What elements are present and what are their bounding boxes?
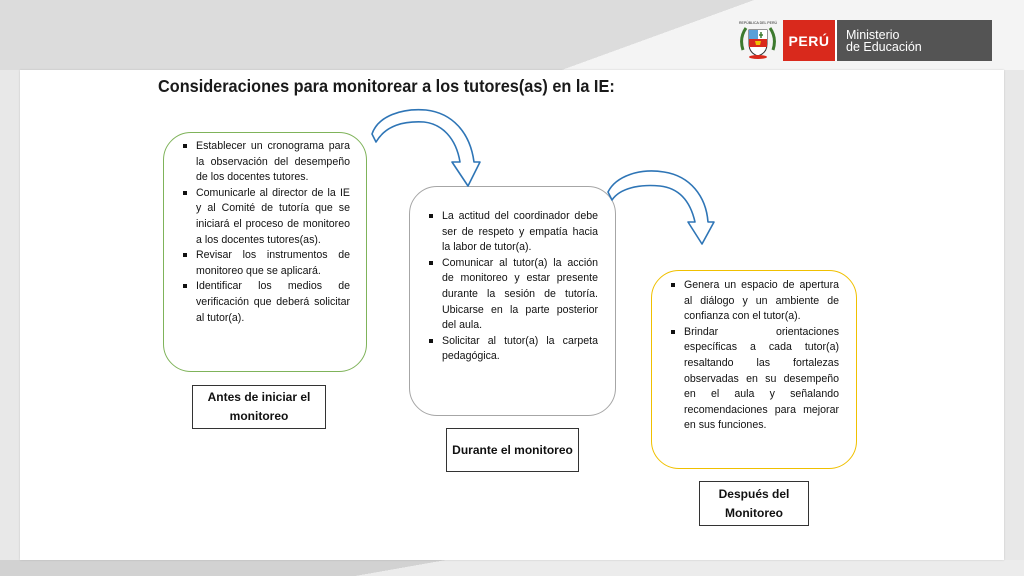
stage-after-item: Brindar orientaciones específicas a cada tutor(a) resaltando las fortalezas observadas en su desempeño en el aula y señalando recomendaciones para mejorar en sus funciones. — [670, 325, 839, 434]
coat-of-arms-icon — [737, 20, 779, 61]
stage-during-item: Solicitar al tutor(a) la carpeta pedagógica. — [428, 334, 598, 365]
stage-before-item: Revisar los instrumentos de monitoreo que se aplicará. — [182, 248, 350, 279]
stage-before-label: Antes de iniciar el monitoreo — [192, 385, 326, 429]
stage-during-box — [409, 186, 616, 416]
stage-during-item: La actitud del coordinador debe ser de respeto y empatía hacia la labor de tutor(a). — [428, 209, 598, 256]
crest-label: REPÚBLICA DEL PERÚ — [739, 21, 777, 25]
ministry-logo — [737, 20, 992, 61]
stage-before-box — [163, 132, 367, 372]
stage-during-label: Durante el monitoreo — [446, 428, 579, 472]
ministry-label — [835, 20, 992, 61]
stage-before-item: Comunicarle al director de la IE y al Comité de tutoría que se iniciará el proceso de monitoreo a los docentes tutores(as). — [182, 186, 350, 248]
stage-before-list — [182, 139, 350, 326]
peru-label: PERÚ — [783, 20, 835, 61]
slide-title: Consideraciones para monitorear a los tutores(as) en la IE: — [158, 76, 615, 96]
stage-during-list — [428, 209, 598, 365]
stage-before-item: Identificar los medios de verificación que deberá solicitar al tutor(a). — [182, 279, 350, 326]
ministry-line-2: de Educación — [846, 39, 922, 54]
stage-after-label: Después del Monitoreo — [699, 481, 809, 526]
stage-during-item: Comunicar al tutor(a) la acción de monitoreo y estar presente durante la sesión de tutoría. Ubicarse en la parte posterior del aula. — [428, 256, 598, 334]
stage-after-list — [670, 278, 839, 434]
stage-after-item: Genera un espacio de apertura al diálogo y un ambiente de confianza con el tutor(a). — [670, 278, 839, 325]
bottom-band — [0, 560, 1024, 576]
stage-before-item: Establecer un cronograma para la observación del desempeño de los docentes tutores. — [182, 139, 350, 186]
ministry-line-1: Ministerio — [846, 27, 900, 42]
stage-after-box — [651, 270, 857, 469]
